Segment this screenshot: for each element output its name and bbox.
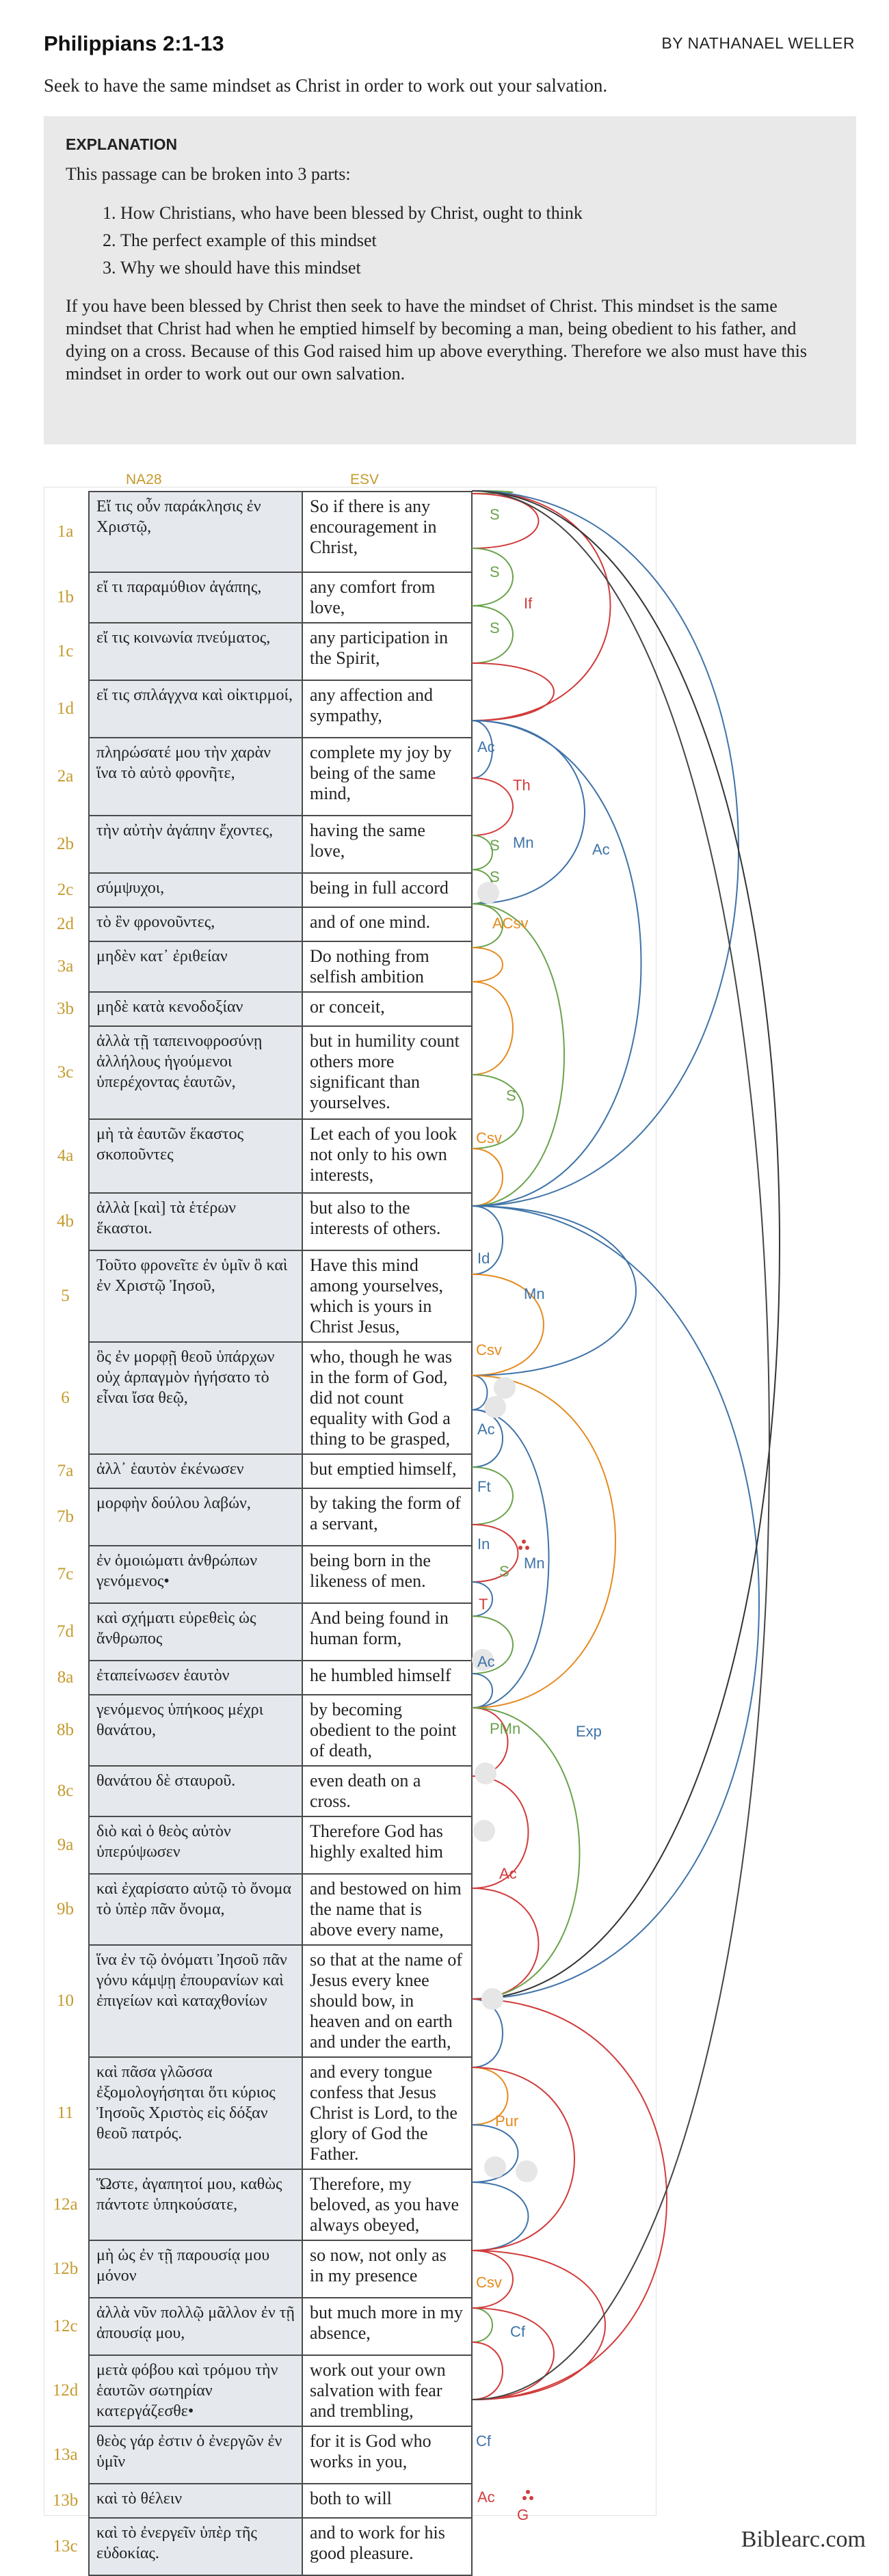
verse-ref: 2b [57, 835, 74, 853]
relationship-arc [472, 778, 513, 835]
esv-text: even death on a cross. [302, 1766, 472, 1816]
verse-ref: 1c [57, 642, 74, 660]
relationship-arc [472, 1149, 503, 1206]
relationship-arc [472, 491, 611, 721]
verse-row [42, 1193, 472, 1250]
relationship-arc [472, 2308, 492, 2342]
arc-label: Ac [477, 2488, 495, 2506]
greek-text: ἀλλὰ τῇ ταπεινοφροσύνῃ ἀλλήλους ἡγούμενοι ὑπερέχοντας ἑαυτῶν, [89, 1026, 302, 1119]
verse-ref: 4a [57, 1146, 74, 1165]
brand-logo: Biblearc.com [741, 2527, 866, 2552]
greek-text: διὸ καὶ ὁ θεὸς αὐτὸν ὑπερύψωσεν [89, 1816, 302, 1874]
greek-text: καὶ πᾶσα γλῶσσα ἐξομολογήσηται ὅτι κύριος Ἰησοῦς Χριστὸς εἰς δόξαν θεοῦ πατρός. [89, 2057, 302, 2169]
verse-row [42, 992, 472, 1026]
esv-text: Let each of you look not only to his own interests, [302, 1119, 472, 1193]
greek-text: εἴ τις σπλάγχνα καὶ οἰκτιρμοί, [89, 680, 302, 738]
esv-text: any comfort from love, [302, 572, 472, 623]
arc-label: Ac [477, 1653, 495, 1670]
verse-ref: 13c [53, 2537, 78, 2555]
relationship-arc [472, 494, 539, 548]
verse-row [42, 1945, 472, 2057]
esv-text: Therefore, my beloved, as you have always obeyed, [302, 2169, 472, 2240]
esv-text: for it is God who works in you, [302, 2426, 472, 2484]
relationship-arc [472, 2067, 574, 2251]
verse-row [42, 2355, 472, 2426]
esv-text: by taking the form of a servant, [302, 1488, 472, 1546]
esv-text: Have this mind among yourselves, which is yours in Christ Jesus, [302, 1250, 472, 1342]
author-byline: BY NATHANAEL WELLER [661, 34, 855, 52]
verse-row [42, 623, 472, 680]
verse-ref: 12c [53, 2317, 78, 2335]
verse-ref: 8b [57, 1721, 74, 1739]
relationship-arc [472, 2308, 554, 2400]
arc-label: ACsv [492, 915, 529, 932]
arc-label: S [490, 506, 500, 523]
verse-ref: 3b [57, 999, 74, 1018]
verse-ref: 3c [57, 1063, 74, 1082]
verse-row [42, 941, 472, 992]
verse-ref: 1b [57, 588, 74, 606]
esv-text: and bestowed on him the name that is above every name, [302, 1874, 472, 1945]
greek-text: καὶ τὸ ἐνεργεῖν ὑπὲρ τῆς εὐδοκίας. [89, 2518, 302, 2575]
arc-label: PMn [490, 1720, 521, 1737]
verse-ref: 12d [52, 2381, 79, 2400]
greek-text: ἀλλ᾽ ἑαυτὸν ἐκένωσεν [89, 1454, 302, 1488]
verse-ref: 4b [57, 1212, 74, 1231]
esv-text: being born in the likeness of men. [302, 1546, 472, 1603]
greek-text: μηδὲ κατὰ κενοδοξίαν [89, 992, 302, 1026]
arc-label: Id [477, 1250, 490, 1267]
arc-label: Cf [510, 2323, 525, 2340]
verse-row [42, 1661, 472, 1695]
verse-row [42, 2298, 472, 2355]
esv-text: and of one mind. [302, 907, 472, 941]
esv-text: or conceit, [302, 992, 472, 1026]
arc-label: Exp [576, 1723, 602, 1740]
verse-ref: 3a [57, 957, 74, 976]
arc-label: Csv [476, 2274, 502, 2291]
greek-text: τὴν αὐτὴν ἀγάπην ἔχοντες, [89, 816, 302, 873]
arc-label: Ac [592, 841, 610, 858]
verse-row [42, 492, 472, 572]
greek-text: ἀλλὰ νῦν πολλῷ μᾶλλον ἐν τῇ ἀπουσίᾳ μου, [89, 2298, 302, 2355]
verse-ref: 7a [57, 1462, 74, 1480]
relationship-arc [472, 982, 513, 1075]
verse-ref: 7b [57, 1507, 74, 1526]
esv-text: but much more in my absence, [302, 2298, 472, 2355]
relationship-arc [472, 1525, 518, 1582]
explanation-box [44, 116, 856, 444]
greek-text: γενόμενος ὑπήκοος μέχρι θανάτου, [89, 1695, 302, 1766]
greek-text: Τοῦτο φρονεῖτε ἐν ὑμῖν ὃ καὶ ἐν Χριστῷ Ἰησοῦ, [89, 1250, 302, 1342]
arc-label: Cf [476, 2432, 491, 2450]
verse-ref: 1a [57, 522, 74, 541]
relationship-arc [472, 1410, 503, 1467]
arc-label: S [490, 868, 500, 885]
verse-ref: 13a [53, 2445, 78, 2464]
dot-cluster [522, 2490, 533, 2500]
verse-row [42, 1250, 472, 1342]
greek-text: καὶ σχήματι εὑρεθεὶς ὡς ἄνθρωπος [89, 1603, 302, 1661]
explanation-heading: EXPLANATION [66, 135, 178, 153]
page-title: Philippians 2:1-13 [44, 31, 224, 55]
explanation-point: 1. How Christians, who have been blessed by Christ, ought to think [120, 200, 834, 226]
verse-row [42, 2169, 472, 2240]
verse-row [42, 1342, 472, 1454]
esv-text: but in humility count others more significant than yourselves. [302, 1026, 472, 1119]
relationship-arc [472, 1674, 492, 1708]
greek-text: ὃς ἐν μορφῇ θεοῦ ὑπάρχων οὐχ ἁρπαγμὸν ἡγήσατο τὸ εἶναι ἴσα θεῷ, [89, 1342, 302, 1454]
explanation-point: 2. The perfect example of this mindset [120, 228, 834, 254]
esv-text: by becoming obedient to the point of death, [302, 1695, 472, 1766]
verse-ref: 13b [52, 2491, 79, 2510]
relationship-arc [472, 948, 503, 982]
esv-text: and every tongue confess that Jesus Christ is Lord, to the glory of God the Father. [302, 2057, 472, 2169]
greek-text: καὶ τὸ θέλειν [89, 2484, 302, 2518]
greek-text: εἴ τι παραμύθιον ἀγάπης, [89, 572, 302, 623]
esv-text: Do nothing from selfish ambition [302, 941, 472, 992]
verse-ref: 2a [57, 767, 74, 786]
dot-cluster [518, 1540, 529, 1550]
arc-label: S [490, 563, 500, 580]
greek-text: ἐν ὁμοιώματι ἀνθρώπων γενόμενος• [89, 1546, 302, 1603]
verse-ref: 7d [57, 1622, 74, 1641]
relationship-arc [472, 2182, 529, 2251]
verse-row [42, 1119, 472, 1193]
verse-ref: 1d [57, 699, 74, 718]
explanation-intro: This passage can be broken into 3 parts: [66, 164, 351, 184]
arc-label: Th [513, 777, 531, 794]
verse-row [42, 907, 472, 941]
label-badge [481, 1988, 503, 2010]
label-badge [475, 1762, 496, 1784]
verse-row [42, 680, 472, 738]
verse-row [42, 572, 472, 623]
arc-label: Csv [476, 1129, 502, 1146]
arc-label: G [517, 2506, 529, 2523]
relationship-arc [472, 1467, 513, 1525]
verse-ref: 6 [61, 1388, 70, 1407]
arc-label: T [479, 1596, 488, 1613]
greek-text: Ὥστε, ἀγαπητοί μου, καθὼς πάντοτε ὑπηκούσατε, [89, 2169, 302, 2240]
esv-text: who, though he was in the form of God, did not count equality with God a thing to be grasped, [302, 1342, 472, 1454]
esv-text: complete my joy by being of the same mind, [302, 738, 472, 816]
verse-ref: 2d [57, 915, 74, 933]
arc-label: Mn [513, 834, 534, 851]
esv-text: Therefore God has highly exalted him [302, 1816, 472, 1874]
verse-row [42, 816, 472, 873]
explanation-body: If you have been blessed by Christ then seek to have the mindset of Christ. This mindset is the same mindset that Christ had when he emptied himself by becoming a man, being obedient to his father, and dying on a cross. Because of this God raised him up above everything. Therefore we also must have this mindset in order to work out our own salvation. [66, 296, 808, 384]
relationship-arc [472, 663, 554, 721]
greek-text: καὶ ἐχαρίσατο αὐτῷ τὸ ὄνομα τὸ ὑπὲρ πᾶν ὄνομα, [89, 1874, 302, 1945]
label-badge [484, 2156, 506, 2178]
greek-text: σύμψυχοι, [89, 873, 302, 907]
verse-row [42, 1546, 472, 1603]
verse-row [42, 2518, 472, 2575]
greek-text: θεὸς γάρ ἐστιν ὁ ἐνεργῶν ἐν ὑμῖν [89, 2426, 302, 2484]
esv-text: being in full accord [302, 873, 472, 907]
arc-label: S [490, 837, 500, 854]
greek-text: μετὰ φόβου καὶ τρόμου τὴν ἑαυτῶν σωτηρίαν κατεργάζεσθε• [89, 2355, 302, 2426]
column-header-greek: NA28 [126, 472, 162, 487]
arc-label: Ft [477, 1478, 491, 1495]
column-header-esv: ESV [350, 472, 380, 487]
verse-row [42, 738, 472, 816]
greek-text: μὴ τὰ ἑαυτῶν ἕκαστος σκοποῦντες [89, 1119, 302, 1193]
esv-text: but also to the interests of others. [302, 1193, 472, 1250]
verse-row [42, 1766, 472, 1816]
esv-text: so now, not only as in my presence [302, 2240, 472, 2298]
verse-ref: 12b [52, 2259, 79, 2278]
verse-row [42, 873, 472, 907]
explanation-point: 3. Why we should have this mindset [120, 255, 834, 281]
verse-row [42, 2240, 472, 2298]
esv-text: So if there is any encouragement in Christ, [302, 492, 472, 572]
esv-text: so that at the name of Jesus every knee should bow, in heaven and on earth and under the earth, [302, 1945, 472, 2057]
verse-table [42, 491, 473, 2576]
relationship-arc [472, 1708, 580, 1999]
greek-text: μορφὴν δούλου λαβών, [89, 1488, 302, 1546]
label-badge [494, 1377, 516, 1399]
esv-text: he humbled himself [302, 1661, 472, 1695]
greek-text: εἴ τις κοινωνία πνεύματος, [89, 623, 302, 680]
verse-ref: 9b [57, 1900, 74, 1918]
greek-text: θανάτου δὲ σταυροῦ. [89, 1766, 302, 1816]
label-badge [516, 2160, 538, 2182]
arc-label: S [490, 619, 500, 636]
relationship-arc [472, 1999, 503, 2067]
greek-text: τὸ ἓν φρονοῦντες, [89, 907, 302, 941]
greek-text: Εἴ τις οὖν παράκλησις ἐν Χριστῷ, [89, 492, 302, 572]
arc-label: Ac [499, 1865, 517, 1882]
verse-ref: 5 [61, 1287, 70, 1305]
greek-text: ἵνα ἐν τῷ ὀνόματι Ἰησοῦ πᾶν γόνυ κάμψῃ ἐπουρανίων καὶ ἐπιγείων καὶ καταχθονίων [89, 1945, 302, 2057]
verse-row [42, 1874, 472, 1945]
relationship-arc [472, 1999, 667, 2400]
arc-label: Mn [524, 1285, 545, 1302]
main-point: Seek to have the same mindset as Christ in order to work out your salvation. [44, 75, 608, 96]
label-badge [473, 1820, 495, 1842]
verse-row [42, 1603, 472, 1661]
greek-text: ἀλλὰ [καὶ] τὰ ἑτέρων ἕκαστοι. [89, 1193, 302, 1250]
arc-label: In [477, 1535, 490, 1553]
greek-text: πληρώσατέ μου τὴν χαρὰν ἵνα τὸ αὐτὸ φρονῆτε, [89, 738, 302, 816]
esv-text: any participation in the Spirit, [302, 623, 472, 680]
verse-row [42, 1026, 472, 1119]
verse-row [42, 1454, 472, 1488]
explanation-points [120, 200, 834, 281]
verse-ref: 12a [53, 2195, 78, 2214]
arc-label: Pur [495, 2112, 519, 2130]
esv-text: any affection and sympathy, [302, 680, 472, 738]
greek-text: ἐταπείνωσεν ἑαυτὸν [89, 1661, 302, 1695]
arc-label: S [506, 1087, 516, 1104]
verse-ref: 10 [57, 1991, 74, 2010]
relationship-arc [472, 2342, 503, 2400]
relationship-arc [472, 1888, 539, 1999]
verse-row [42, 2057, 472, 2169]
esv-text: and to work for his good pleasure. [302, 2518, 472, 2575]
arc-diagram [472, 491, 889, 2523]
arc-label: S [499, 1563, 509, 1580]
greek-text: μὴ ὡς ἐν τῇ παρουσίᾳ μου μόνον [89, 2240, 302, 2298]
verse-ref: 2c [57, 881, 74, 899]
arc-label: Ac [477, 738, 495, 755]
verse-ref: 7c [57, 1565, 74, 1583]
greek-text: μηδὲν κατ᾽ ἐριθείαν [89, 941, 302, 992]
verse-row [42, 2484, 472, 2518]
verse-ref: 8c [57, 1782, 74, 1800]
verse-row [42, 2426, 472, 2484]
esv-text: And being found in human form, [302, 1603, 472, 1661]
label-badge [484, 1396, 506, 1418]
verse-ref: 8a [57, 1668, 74, 1687]
arc-label: If [524, 595, 533, 612]
arc-label: Mn [524, 1555, 545, 1572]
esv-text: both to will [302, 2484, 472, 2518]
verse-row [42, 1488, 472, 1546]
esv-text: having the same love, [302, 816, 472, 873]
esv-text: but emptied himself, [302, 1454, 472, 1488]
arc-label: Csv [476, 1341, 502, 1358]
esv-text: work out your own salvation with fear and trembling, [302, 2355, 472, 2426]
verse-ref: 9a [57, 1836, 74, 1854]
verse-row [42, 1816, 472, 1874]
verse-ref: 11 [57, 2104, 74, 2122]
arc-label: Ac [477, 1421, 495, 1438]
verse-row [42, 1695, 472, 1766]
